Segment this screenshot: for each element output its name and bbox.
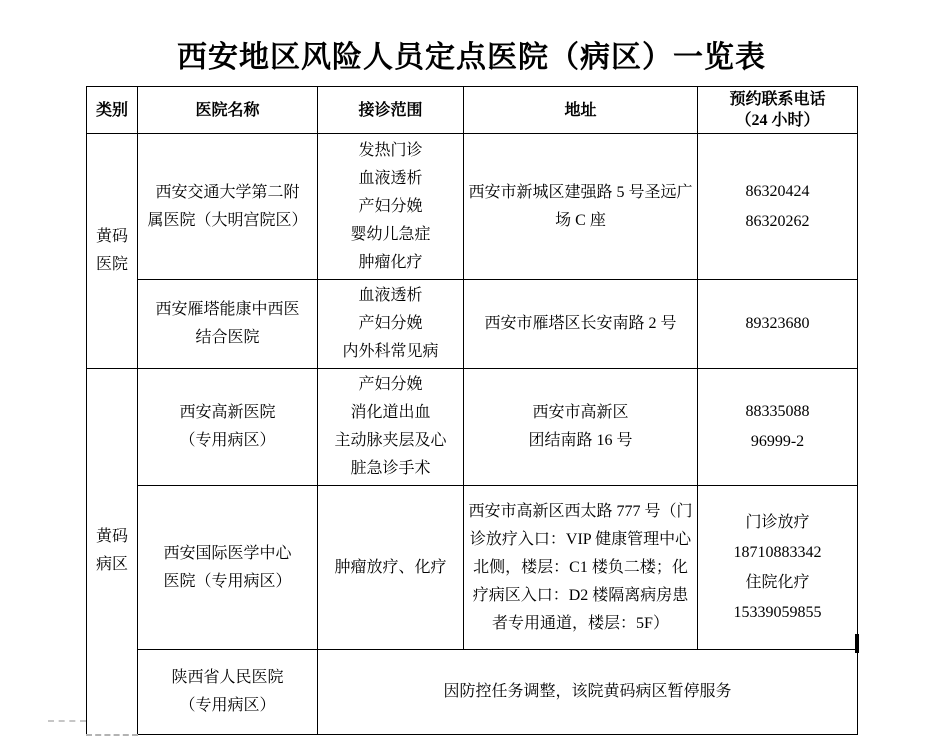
- hospital-table: [86, 86, 858, 736]
- address-cell: [464, 369, 698, 486]
- phone-cell: [698, 134, 858, 280]
- scope-line: 产妇分娩: [358, 376, 423, 393]
- phone-number: 15339059855: [733, 603, 822, 621]
- hospital-name-cell: [138, 134, 318, 280]
- category-label-line: 黄码: [95, 528, 128, 546]
- phone-number: 96999-2: [750, 433, 805, 450]
- hospital-name-line: （专用病区）: [179, 697, 276, 714]
- col-header-address: 地址: [464, 87, 698, 134]
- scope-line: 消化道出血: [350, 404, 431, 421]
- col-header-category: 类别: [87, 87, 138, 134]
- scope-line: 肿瘤化疗: [358, 253, 423, 271]
- category-label-line: 病区: [95, 556, 128, 574]
- dashed-line-artifact: [48, 720, 86, 722]
- table-row: [87, 486, 858, 650]
- hospital-name-cell: [138, 369, 318, 486]
- address-line: 团结南路 16 号: [528, 432, 633, 449]
- hospital-name-line: 西安国际医学中心: [163, 544, 292, 562]
- scope-line: 婴幼儿急症: [350, 225, 431, 243]
- phone-number: 18710883342: [733, 543, 822, 561]
- address-cell: 西安市雁塔区长安南路 2 号: [464, 280, 698, 369]
- category-label-line: 医院: [95, 256, 128, 273]
- col-header-phone-line1: 预约联系电话: [729, 91, 826, 108]
- phone-number: 86320424: [745, 182, 810, 200]
- cursor-artifact: [855, 634, 859, 653]
- phone-number: 88335088: [745, 403, 810, 420]
- address-line: 西安市高新区: [532, 404, 629, 421]
- hospital-name-line: （专用病区）: [179, 432, 276, 449]
- scope-cell: [318, 369, 464, 486]
- col-header-phone: [698, 87, 858, 134]
- hospital-name-line: 陕西省人民医院: [171, 669, 284, 686]
- scope-line: 脏急诊手术: [350, 460, 431, 477]
- phone-number: 86320262: [745, 212, 810, 230]
- address-cell: 西安市新城区建强路 5 号圣远广场 C 座: [464, 134, 698, 280]
- table-row: [87, 280, 858, 369]
- scope-line: 血液透析: [358, 287, 423, 304]
- scope-line: 血液透析: [358, 169, 423, 187]
- hospital-name-cell: [138, 486, 318, 650]
- category-cell-yellow-hospital: [87, 134, 138, 369]
- scope-line: 发热门诊: [358, 141, 423, 159]
- category-cell-yellow-ward: [87, 369, 138, 735]
- scope-cell: [318, 486, 464, 650]
- scope-line: 主动脉夹层及心: [334, 432, 447, 449]
- table-row: [87, 369, 858, 486]
- phone-cell: [698, 369, 858, 486]
- hospital-name-line: 医院（专用病区）: [163, 572, 292, 590]
- hospital-name-cell: [138, 280, 318, 369]
- col-header-hospital: 医院名称: [138, 87, 318, 134]
- hospital-name-line: 西安雁塔能康中西医: [155, 301, 300, 318]
- hospital-name-line: 结合医院: [195, 329, 260, 346]
- scope-cell: [318, 280, 464, 369]
- col-header-phone-line2: （24 小时）: [735, 112, 820, 129]
- hospital-name-line: 属医院（大明宫院区）: [147, 211, 308, 229]
- header-row: [87, 87, 858, 134]
- table-row: [87, 134, 858, 280]
- category-label-line: 黄码: [95, 228, 128, 245]
- scope-line: 肿瘤放疗、化疗: [334, 558, 447, 576]
- table-row: [87, 650, 858, 735]
- hospital-name-line: 西安高新医院: [179, 404, 276, 421]
- hospital-name-line: 西安交通大学第二附: [155, 183, 300, 201]
- notice-cell: 因防控任务调整，该院黄码病区暂停服务: [318, 650, 858, 735]
- scope-line: 产妇分娩: [358, 197, 423, 215]
- page-title: 西安地区风险人员定点医院（病区）一览表: [177, 41, 766, 74]
- scope-cell: [318, 134, 464, 280]
- phone-label: 住院化疗: [745, 573, 810, 591]
- phone-cell: [698, 280, 858, 369]
- scope-line: 产妇分娩: [358, 315, 423, 332]
- address-cell: 西安市高新区西太路 777 号（门诊放疗入口：VIP 健康管理中心北侧，楼层：C1 楼负二楼；化疗病区入口：D2 楼隔离病房患者专用通道，楼层：5F）: [464, 486, 698, 650]
- phone-number: 89323680: [745, 315, 810, 332]
- scope-line: 内外科常见病: [342, 343, 439, 360]
- hospital-name-cell: [138, 650, 318, 735]
- col-header-scope: 接诊范围: [318, 87, 464, 134]
- phone-cell: [698, 486, 858, 650]
- phone-label: 门诊放疗: [745, 513, 810, 531]
